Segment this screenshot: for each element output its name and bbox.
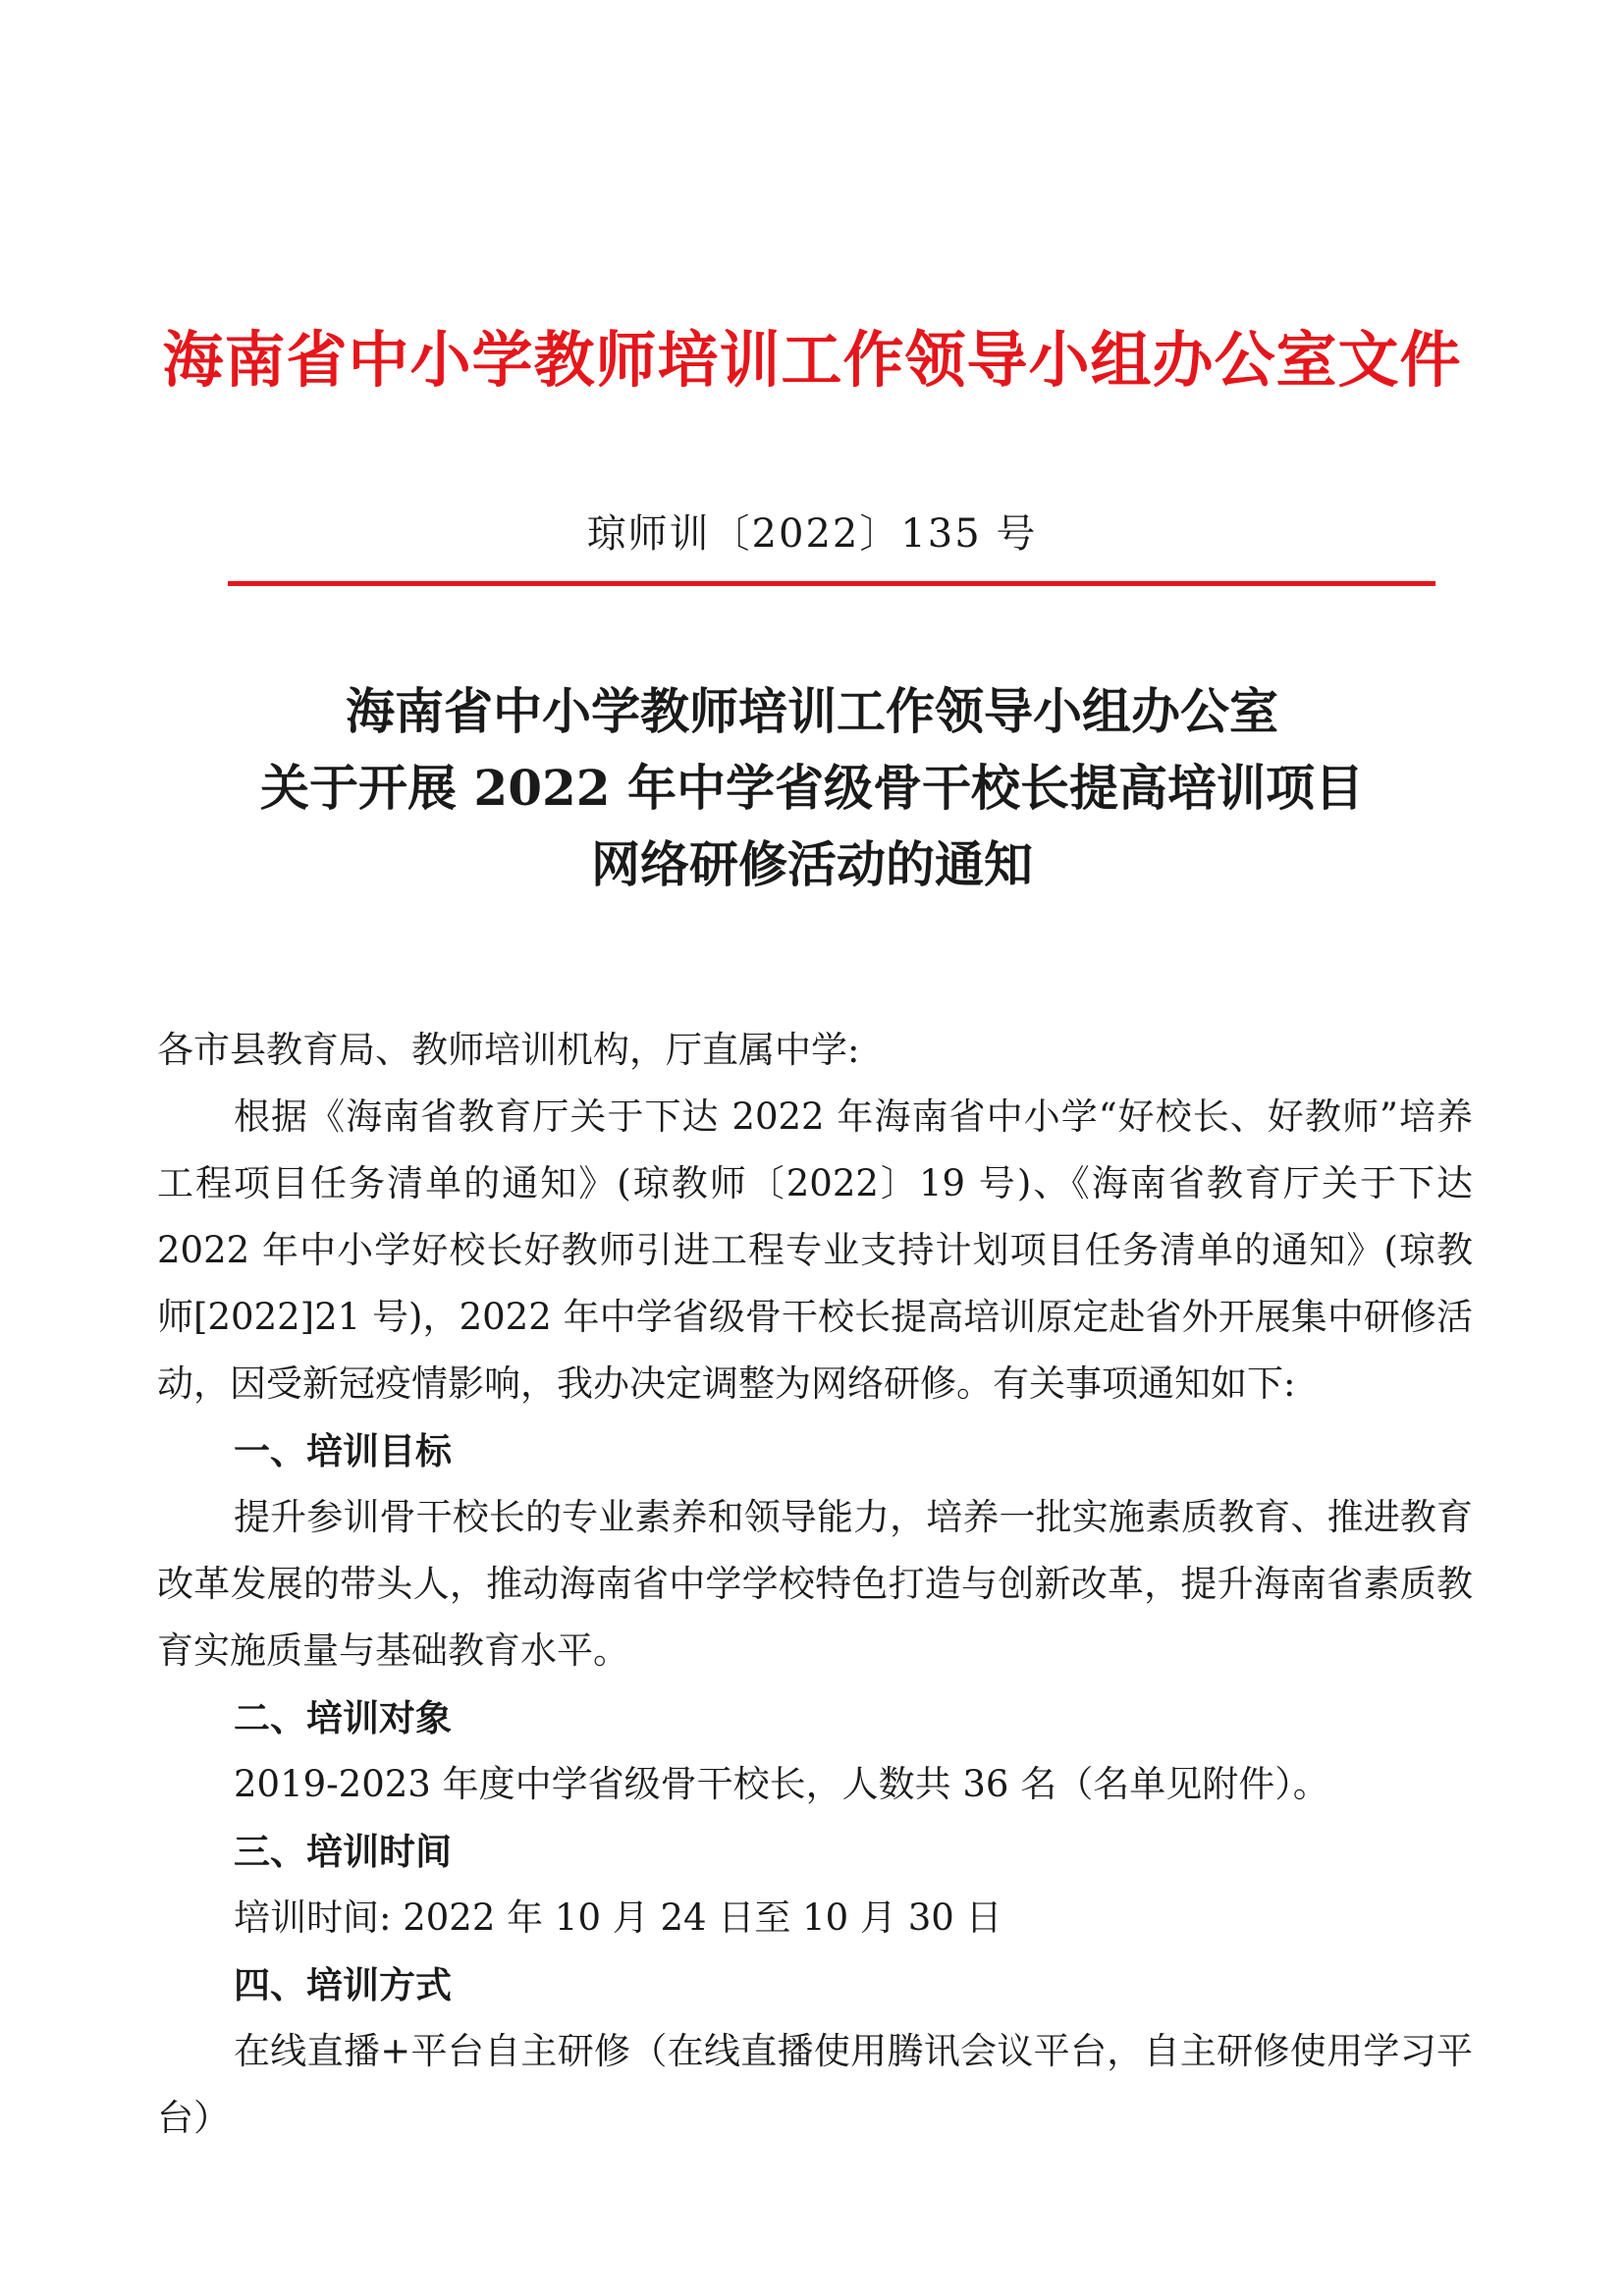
document-number: 琼师训〔2022〕135 号 [586, 511, 1038, 557]
red-separator-line [228, 581, 1435, 586]
salutation: 各市县教育局、教师培训机构，厅直属中学: [157, 1029, 860, 1071]
notice-title-line-1: 海南省中小学教师培训工作领导小组办公室 [346, 682, 1278, 740]
notice-body [157, 1017, 1473, 2152]
section-text-goals: 提升参训骨干校长的专业素养和领导能力，培养一批实施素质教育、推进教育改革发展的带头人，推动海南省中学学校特色打造与创新改革，提升海南省素质教育实施质量与基础教育水平。 [157, 1496, 1473, 1672]
section-text-time: 培训时间: 2022 年 10 月 24 日至 10 月 30 日 [234, 1896, 1002, 1939]
section-text-method: 在线直播+平台自主研修（在线直播使用腾讯会议平台，自主研修使用学习平台） [157, 2030, 1473, 2139]
intro-paragraph: 根据《海南省教育厅关于下达 2022 年海南省中小学“好校长、好教师”培养工程项目任务清单的通知》(琼教师〔2022〕19 号)、《海南省教育厅关于下达 2022 年中小学好校长好教师引进工程专业支持计划项目任务清单的通知》(琼教师[2022]21 号)，2022 年中学省级骨干校长提高培训原定赴省外开展集中研修活动，因受新冠疫情影响，我办决定调整为网络研修。有关事项通知如下: [157, 1095, 1473, 1405]
notice-title-line-2: 关于开展 2022 年中学省级骨干校长提高培训项目 [260, 759, 1364, 817]
section-text-participants: 2019-2023 年度中学省级骨干校长，人数共 36 名（名单见附件）。 [234, 1763, 1329, 1805]
section-heading-time: 三、培训时间 [234, 1830, 452, 1873]
notice-title-line-3: 网络研修活动的通知 [591, 835, 1033, 893]
document-header-title: 海南省中小学教师培训工作领导小组办公室文件 [162, 324, 1462, 396]
notice-title [0, 673, 1624, 903]
section-heading-method: 四、培训方式 [234, 1963, 452, 2006]
section-heading-participants: 二、培训对象 [234, 1696, 452, 1739]
section-heading-goals: 一、培训目标 [234, 1429, 452, 1472]
